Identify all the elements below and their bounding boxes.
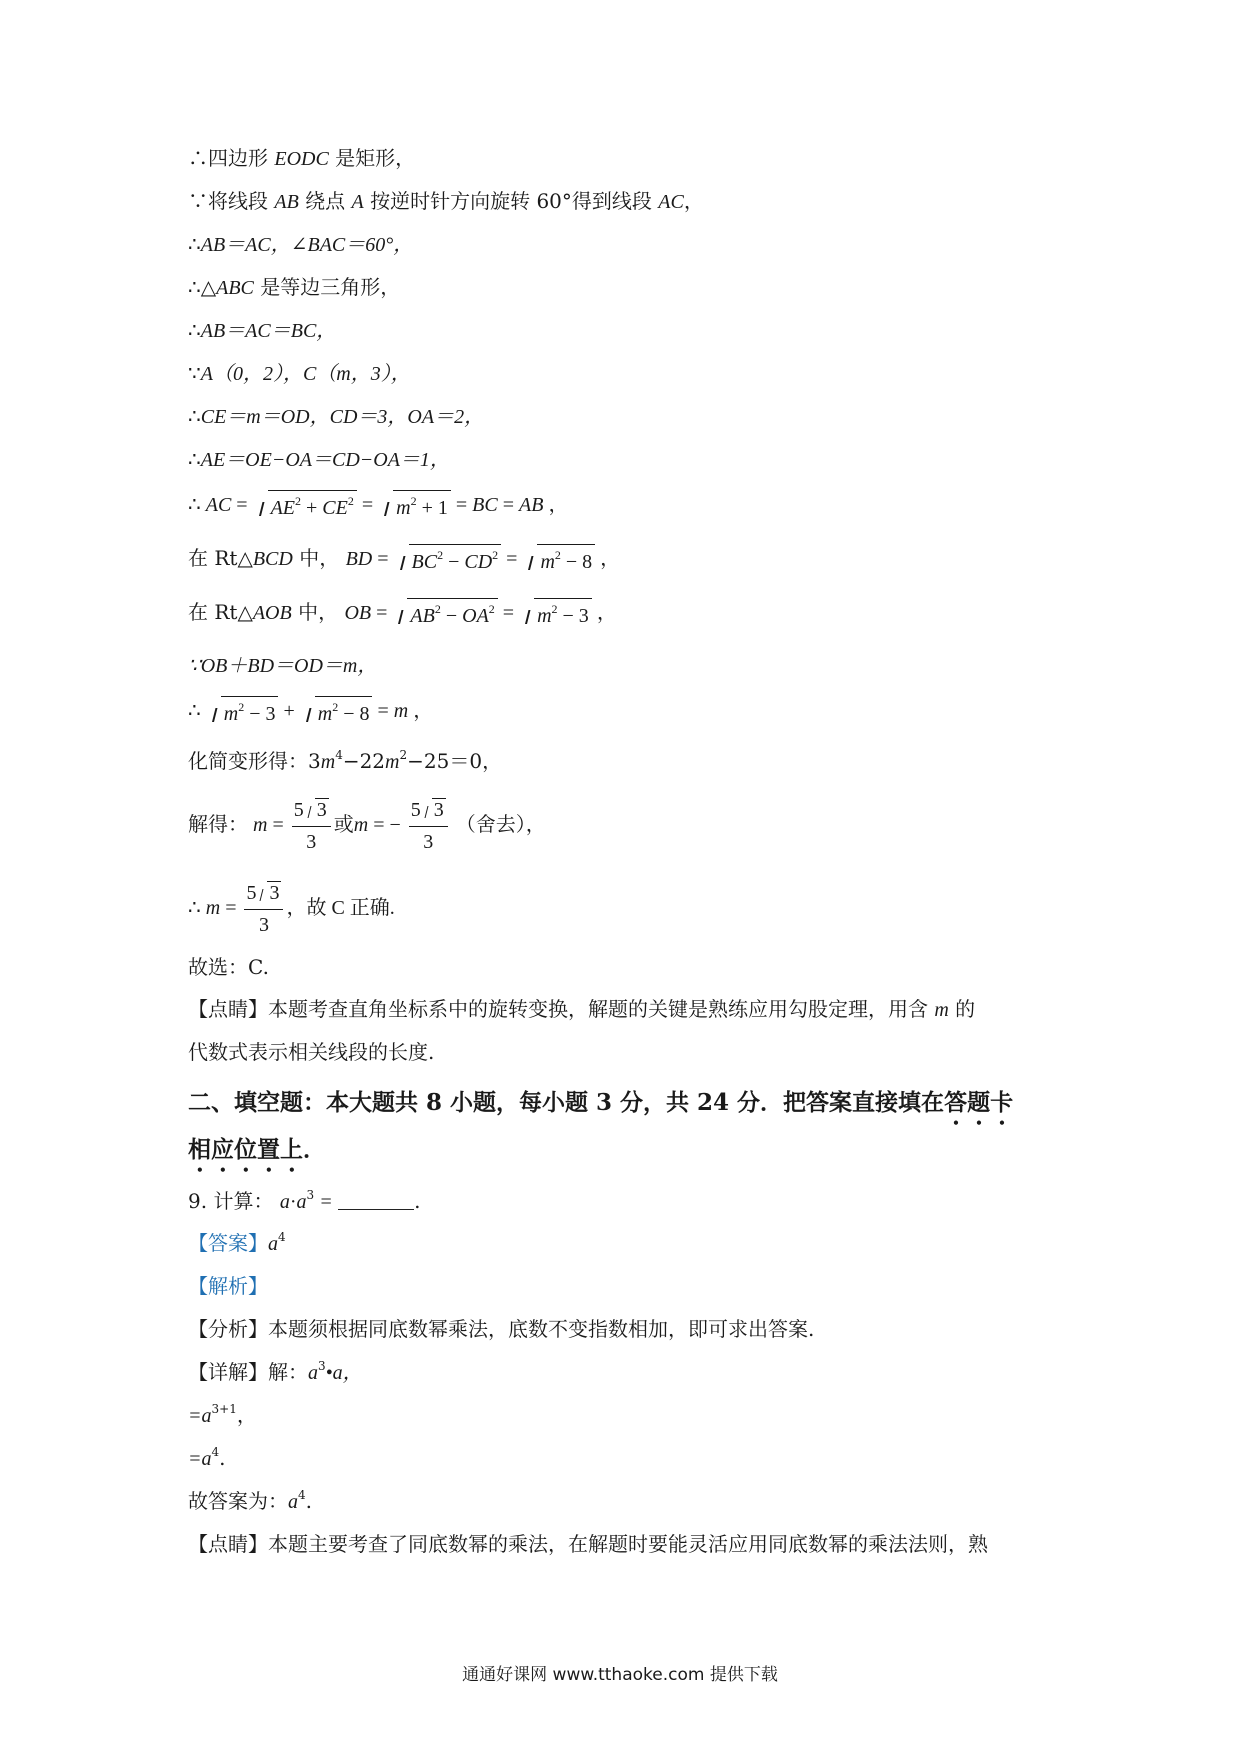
detail: 【详解】解：$a^3•a$， — [188, 1359, 363, 1384]
line-4: ∴△ABC 是等边三角形， — [188, 275, 401, 299]
equation-bd: 在 Rt△BCD 中， BD = $BC^2 - CD^2 = m^2 - 8$ ， — [188, 543, 620, 577]
line-6: ∵A（0，2），C（m，3）， — [188, 361, 411, 385]
line-19: 代数式表示相关线段的长度. — [188, 1040, 435, 1064]
step-2: $=a^4$. — [188, 1445, 226, 1470]
equation-ob: 在 Rt△AOB 中， OB = $AB^2 - OA^2 = m^2 - 3$ ， — [188, 597, 617, 631]
line-12: ∵OB＋BD＝OD＝m， — [188, 655, 378, 677]
line-3: ∴AB＝AC，∠BAC＝60°， — [188, 232, 414, 256]
section-heading: 二、填空题：本大题共 8 小题，每小题 3 分，共 24 分．把答案直接填在答题卡 — [188, 1089, 1014, 1116]
page-footer: 通通好课网 www.tthaoke.com 提供下载 — [462, 1665, 778, 1685]
step-1: $=a^{3+1}$， — [188, 1402, 257, 1427]
line-2: ∵将线段 AB 绕点 A 按逆时针方向旋转 60°得到线段 AC， — [188, 189, 704, 213]
dianjing-1: 【点睛】本题考查直角坐标系中的旋转变换，解题的关键是熟练应用勾股定理，用含 m 的 — [188, 997, 976, 1021]
equation-solve: 解得： m = $\frac{5 3}{3}$ 或m = − $\frac{5 3}{3}$ （舍去）， — [188, 796, 546, 857]
section-heading-2: 相应位置上． — [188, 1136, 326, 1163]
line-5: ∴AB＝AC＝BC， — [188, 318, 337, 342]
analysis: 【分析】本题须根据同底数幂乘法，底数不变指数相加，即可求出答案. — [188, 1317, 815, 1341]
line-17: 故选：C. — [188, 955, 269, 979]
final-answer: 故答案为：$a^4$. — [188, 1488, 312, 1513]
answer-blank — [338, 1209, 414, 1210]
dianjing-2: 【点睛】本题主要考查了同底数幂的乘法，在解题时要能灵活应用同底数幂的乘法法则，熟 — [188, 1532, 988, 1556]
equation-ac: ∴ AC = $AE^2 + CE^2 = m^2 + 1$ = BC = AB ， — [188, 490, 568, 523]
line-8: ∴AE＝OE−OA＝CD−OA＝1， — [188, 447, 450, 471]
answer: 【答案】$a^4$ — [188, 1230, 286, 1255]
line-14: 化简变形得：$3m^4-22m^2-25=0$， — [188, 748, 503, 773]
line-1: ∴四边形 EODC 是矩形， — [188, 146, 416, 170]
question-9: 9. 计算： $a\cdot a^3$ = . — [188, 1188, 421, 1213]
equation-result: ∴ m = $\frac{5 3}{3}$ ，故 C 正确. — [188, 879, 395, 940]
equation-sum: ∴ $m^2 - 3 + m^2 - 8 = m$ ， — [188, 696, 433, 729]
analysis-label: 【解析】 — [188, 1274, 268, 1298]
line-7: ∴CE＝m＝OD，CD＝3，OA＝2， — [188, 404, 485, 428]
